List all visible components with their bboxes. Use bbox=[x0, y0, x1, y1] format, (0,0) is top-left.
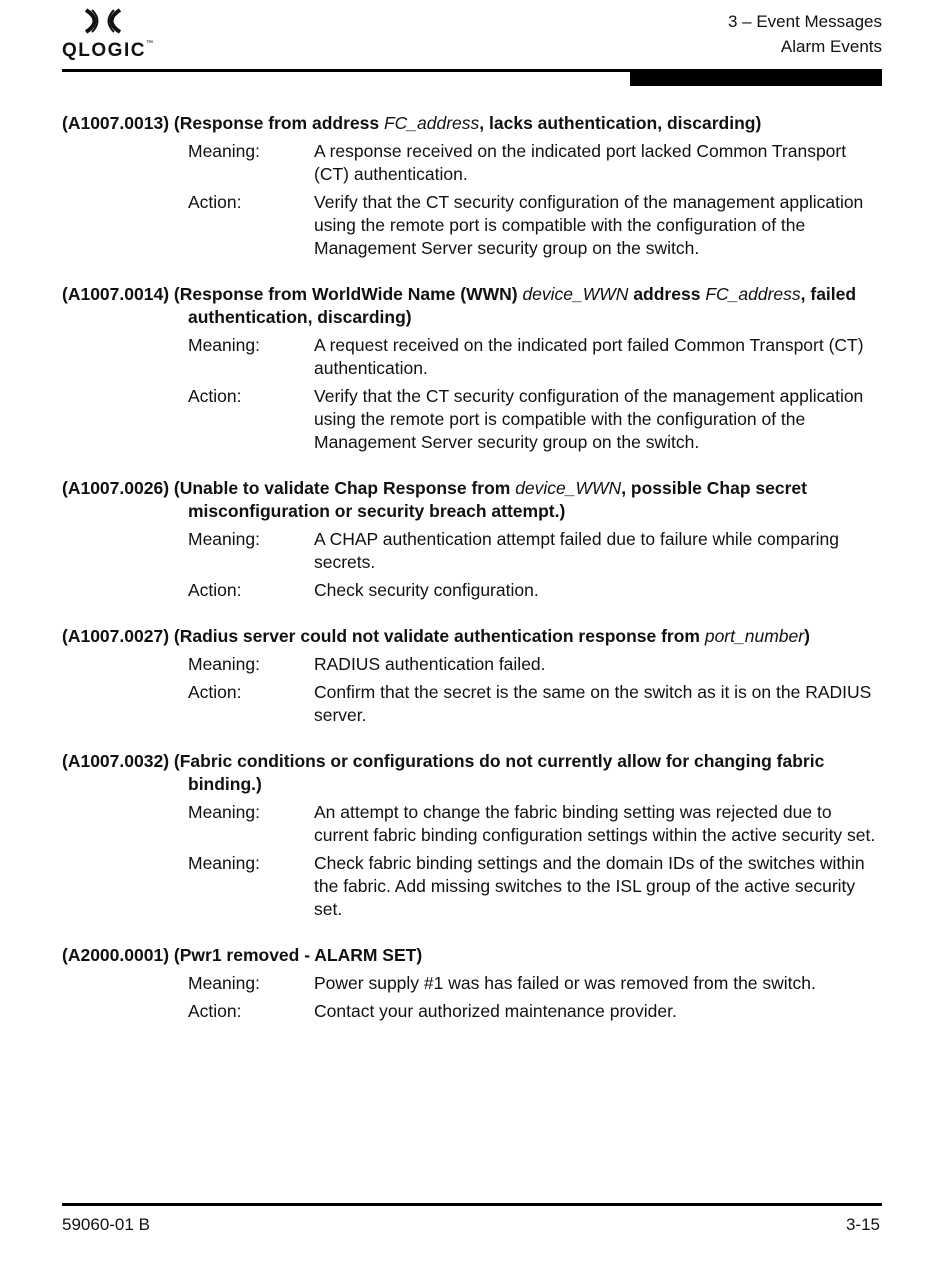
detail-label: Action: bbox=[188, 192, 242, 212]
event-entry bbox=[62, 112, 884, 260]
detail-text: Contact your authorized maintenance provider. bbox=[314, 1001, 677, 1021]
event-title bbox=[62, 625, 884, 648]
event-detail-row bbox=[62, 334, 884, 380]
detail-text: Check security configuration. bbox=[314, 580, 539, 600]
document-number: 59060-01 B bbox=[62, 1215, 150, 1234]
event-detail-row bbox=[62, 140, 884, 186]
detail-text: Power supply #1 was has failed or was removed from the switch. bbox=[314, 973, 816, 993]
event-title-text: (Pwr1 removed - ALARM SET) bbox=[169, 945, 423, 965]
event-variable: port_number bbox=[704, 626, 805, 646]
event-detail-row bbox=[62, 191, 884, 260]
event-code: (A1007.0013) bbox=[62, 113, 170, 133]
event-detail-row bbox=[62, 528, 884, 574]
detail-label: Action: bbox=[188, 1001, 242, 1021]
event-title-text: (Fabric conditions or configurations do not currently allow for changing fabric binding.) bbox=[169, 751, 825, 794]
detail-text: RADIUS authentication failed. bbox=[314, 654, 546, 674]
event-title-text: , possible Chap secret misconfiguration or security breach attempt.) bbox=[188, 478, 807, 521]
detail-text: Check fabric binding settings and the domain IDs of the switches within the fabric. Add missing switches to the ISL group of the active security set. bbox=[314, 853, 865, 919]
event-code: (A1007.0032) bbox=[62, 751, 170, 771]
event-detail-row bbox=[62, 852, 884, 921]
detail-label: Meaning: bbox=[188, 335, 260, 355]
event-variable: FC_address bbox=[705, 284, 801, 304]
event-title bbox=[62, 477, 884, 523]
detail-label: Action: bbox=[188, 386, 242, 406]
detail-label: Action: bbox=[188, 682, 242, 702]
event-title-text: (Response from WorldWide Name (WWN) bbox=[169, 284, 523, 304]
detail-text: Verify that the CT security configuration of the management application using the remote port is compatible with the configuration of the Management Server security group on the switch. bbox=[314, 192, 864, 258]
qlogic-logo bbox=[62, 6, 155, 62]
event-title bbox=[62, 112, 884, 135]
header-bar bbox=[630, 69, 882, 86]
detail-text: A CHAP authentication attempt failed due to failure while comparing secrets. bbox=[314, 529, 839, 572]
page-number: 3-15 bbox=[845, 1215, 880, 1234]
detail-label: Meaning: bbox=[188, 141, 260, 161]
event-code: (A1007.0027) bbox=[62, 626, 170, 646]
detail-text: A response received on the indicated port lacked Common Transport (CT) authentication. bbox=[314, 141, 847, 184]
event-variable: device_WWN bbox=[515, 478, 622, 498]
logo-wordmark: QLOGIC™ bbox=[62, 40, 155, 61]
detail-text: Verify that the CT security configuration of the management application using the remote port is compatible with the configuration of the Management Server security group on the switch. bbox=[314, 386, 864, 452]
event-detail-row bbox=[62, 579, 884, 602]
qlogic-logo-icon bbox=[82, 6, 124, 36]
event-title-text: (Unable to validate Chap Response from bbox=[169, 478, 516, 498]
detail-label: Action: bbox=[188, 580, 242, 600]
event-title-text: (Response from address bbox=[169, 113, 384, 133]
detail-text: An attempt to change the fabric binding setting was rejected due to current fabric binding configuration settings within the active security set. bbox=[314, 802, 876, 845]
event-detail-row bbox=[62, 385, 884, 454]
event-detail-row bbox=[62, 801, 884, 847]
event-title-text: address bbox=[628, 284, 706, 304]
event-detail-row bbox=[62, 653, 884, 676]
alarm-event-list bbox=[62, 112, 884, 1046]
running-header bbox=[728, 9, 882, 59]
event-variable: device_WWN bbox=[522, 284, 629, 304]
section-title: Alarm Events bbox=[780, 37, 882, 56]
detail-label: Meaning: bbox=[188, 973, 260, 993]
detail-label: Meaning: bbox=[188, 802, 260, 822]
detail-label: Meaning: bbox=[188, 654, 260, 674]
event-code: (A2000.0001) bbox=[62, 945, 170, 965]
event-title bbox=[62, 283, 884, 329]
detail-label: Meaning: bbox=[188, 853, 260, 873]
event-title-text: , lacks authentication, discarding) bbox=[479, 113, 762, 133]
chapter-title: 3 – Event Messages bbox=[727, 12, 882, 31]
event-entry bbox=[62, 283, 884, 454]
footer-rule bbox=[62, 1203, 882, 1206]
event-variable: FC_address bbox=[383, 113, 480, 133]
event-title-text: ) bbox=[804, 626, 810, 646]
detail-text: Confirm that the secret is the same on the switch as it is on the RADIUS server. bbox=[314, 682, 872, 725]
event-detail-row bbox=[62, 681, 884, 727]
event-detail-row bbox=[62, 972, 884, 995]
detail-label: Meaning: bbox=[188, 529, 260, 549]
event-code: (A1007.0014) bbox=[62, 284, 170, 304]
event-entry bbox=[62, 750, 884, 921]
event-title-text: (Radius server could not validate authentication response from bbox=[169, 626, 705, 646]
event-detail-row bbox=[62, 1000, 884, 1023]
event-entry bbox=[62, 477, 884, 602]
detail-text: A request received on the indicated port failed Common Transport (CT) authentication. bbox=[314, 335, 864, 378]
event-entry bbox=[62, 625, 884, 727]
event-code: (A1007.0026) bbox=[62, 478, 170, 498]
event-entry bbox=[62, 944, 884, 1023]
event-title bbox=[62, 750, 884, 796]
event-title-text: , failed authentication, discarding) bbox=[188, 284, 857, 327]
event-title bbox=[62, 944, 884, 967]
